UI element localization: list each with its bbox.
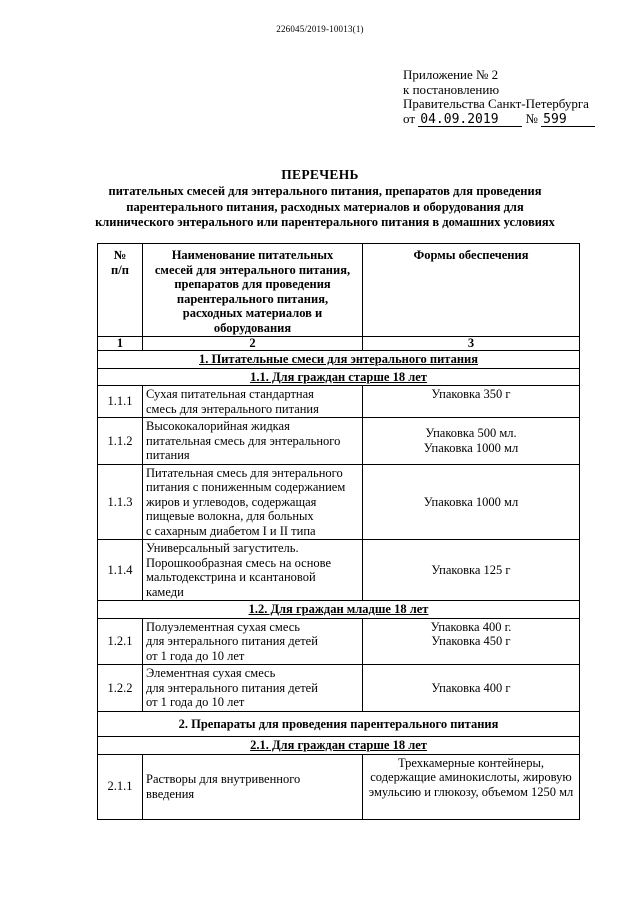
- subsection-title: [98, 368, 580, 386]
- decree-number: 599: [541, 113, 595, 127]
- row-number: 1.1.4: [98, 540, 143, 601]
- appendix-date-line: [403, 112, 595, 127]
- section-title-text: 1. Питательные смеси для энтерального питания: [199, 352, 478, 366]
- header-name: [143, 244, 363, 337]
- row-name-line: питания с пониженным содержанием: [146, 480, 346, 494]
- row-name-line: Универсальный загуститель.: [146, 541, 299, 555]
- table-row: [98, 665, 580, 712]
- row-form-line: Упаковка 1000 мл: [423, 440, 519, 455]
- row-name-line: от 1 года до 10 лет: [146, 695, 245, 709]
- table-row: [98, 464, 580, 540]
- row-name-line: питательная смесь для энтерального: [146, 433, 341, 448]
- row-form-line: Упаковка 125 г: [431, 562, 511, 577]
- page-subtitle: питательных смесей для энтерального питания, препаратов для проведения парентерального питания, расходных материалов и оборудования для клинического энтерального или парентерального питания в домашних условиях: [95, 184, 555, 229]
- table-row: [98, 386, 580, 418]
- row-form-line: Упаковка 350 г: [431, 387, 511, 401]
- subsection-title-text: 2.1. Для граждан старше 18 лет: [250, 738, 427, 752]
- number-prefix: №: [525, 110, 538, 126]
- appendix-line-1: Приложение № 2: [403, 67, 499, 82]
- table-row: [98, 618, 580, 665]
- row-name-line: для энтерального питания детей: [146, 680, 318, 695]
- row-name-line: мальтодекстрина и ксантановой: [146, 570, 316, 584]
- header-number-line: №: [113, 248, 127, 262]
- row-form: [363, 754, 580, 819]
- column-number: 2: [143, 337, 363, 351]
- row-name-line: от 1 года до 10 лет: [146, 648, 245, 663]
- row-form-line: Упаковка 400 г: [431, 680, 511, 695]
- row-name-line: камеди: [146, 584, 184, 599]
- section-title: [98, 351, 580, 369]
- column-number: 1: [98, 337, 143, 351]
- section-row: [98, 711, 580, 737]
- row-form-line: Трехкамерные контейнеры,: [397, 755, 545, 770]
- row-number: 1.1.1: [98, 386, 143, 418]
- row-name-line: Сухая питательная стандартная: [146, 387, 314, 401]
- row-name-line: Питательная смесь для энтерального: [146, 465, 343, 480]
- row-name: [143, 464, 363, 540]
- section-title-text: 2. Препараты для проведения парентерального питания: [178, 716, 499, 731]
- row-name-line: Элементная сухая смесь: [146, 666, 276, 680]
- column-number-row: [98, 337, 580, 351]
- row-number: 1.1.3: [98, 464, 143, 540]
- row-name-line: Высококалорийная жидкая: [146, 419, 290, 433]
- row-form: [363, 464, 580, 540]
- page-title: ПЕРЕЧЕНЬ: [281, 167, 359, 182]
- row-name-line: с сахарным диабетом I и II типа: [146, 523, 316, 538]
- row-name-line: питания: [146, 448, 190, 462]
- row-name-line: Растворы для внутривенного: [146, 772, 301, 786]
- row-number: 1.2.2: [98, 665, 143, 712]
- row-form: [363, 386, 580, 418]
- row-name: [143, 386, 363, 418]
- items-table: [97, 243, 580, 820]
- subsection-row: [98, 601, 580, 619]
- subsection-title: [98, 737, 580, 755]
- row-number: 1.1.2: [98, 418, 143, 465]
- row-name: [143, 754, 363, 819]
- table-row: [98, 418, 580, 465]
- row-form-line: содержащие аминокислоты, жировую: [370, 770, 572, 784]
- header-number-line: п/п: [111, 262, 129, 277]
- row-form: [363, 618, 580, 665]
- row-name: [143, 618, 363, 665]
- row-name: [143, 540, 363, 601]
- row-form: [363, 665, 580, 712]
- subsection-title-text: 1.2. Для граждан младше 18 лет: [248, 602, 429, 616]
- header-forms: Формы обеспечения: [363, 244, 580, 337]
- subsection-row: [98, 737, 580, 755]
- row-form-line: Упаковка 500 мл.: [425, 426, 517, 441]
- subsection-row: [98, 368, 580, 386]
- row-form-line: Упаковка 400 г.: [430, 619, 512, 634]
- row-name-line: Полуэлементная сухая смесь: [146, 619, 300, 634]
- row-form: [363, 540, 580, 601]
- row-form-line: эмульсию и глюкозу, объемом 1250 мл: [368, 784, 574, 799]
- table-row: [98, 540, 580, 601]
- appendix-line-2: к постановлению: [403, 81, 500, 97]
- decree-date: 04.09.2019: [418, 113, 522, 127]
- header-number: [98, 244, 143, 337]
- appendix-block: [403, 68, 595, 127]
- table-row: [98, 754, 580, 819]
- row-name-line: пищевые волокна, для больных: [146, 509, 314, 523]
- header-name-line: парентерального питания,: [176, 291, 329, 306]
- row-name-line: введения: [146, 786, 195, 801]
- document-id: 226045/2019-10013(1): [276, 24, 364, 34]
- header-name-line: оборудования: [213, 320, 292, 335]
- column-number: 3: [363, 337, 580, 351]
- appendix-line-3: Правительства Санкт-Петербурга: [403, 96, 589, 111]
- section-row: [98, 351, 580, 369]
- section-title: [98, 711, 580, 737]
- subsection-title-text: 1.1. Для граждан старше 18 лет: [250, 369, 427, 384]
- row-number: 2.1.1: [98, 754, 143, 819]
- subsection-title: [98, 601, 580, 619]
- row-name-line: для энтерального питания детей: [146, 634, 318, 648]
- row-name-line: Порошкообразная смесь на основе: [146, 555, 332, 570]
- row-number: 1.2.1: [98, 618, 143, 665]
- date-prefix: от: [403, 110, 416, 126]
- row-form: [363, 418, 580, 465]
- row-form-line: Упаковка 450 г: [431, 634, 511, 648]
- header-name-line: смесей для энтерального питания,: [154, 262, 351, 277]
- row-form-line: Упаковка 1000 мл: [423, 494, 519, 509]
- header-name-line: препаратов для проведения: [174, 277, 331, 291]
- row-name: [143, 418, 363, 465]
- row-name-line: смесь для энтерального питания: [146, 401, 319, 416]
- table-header-row: [98, 244, 580, 337]
- header-name-line: расходных материалов и: [182, 306, 323, 320]
- row-name: [143, 665, 363, 712]
- row-name-line: жиров и углеводов, содержащая: [146, 494, 317, 509]
- header-name-line: Наименование питательных: [171, 248, 334, 262]
